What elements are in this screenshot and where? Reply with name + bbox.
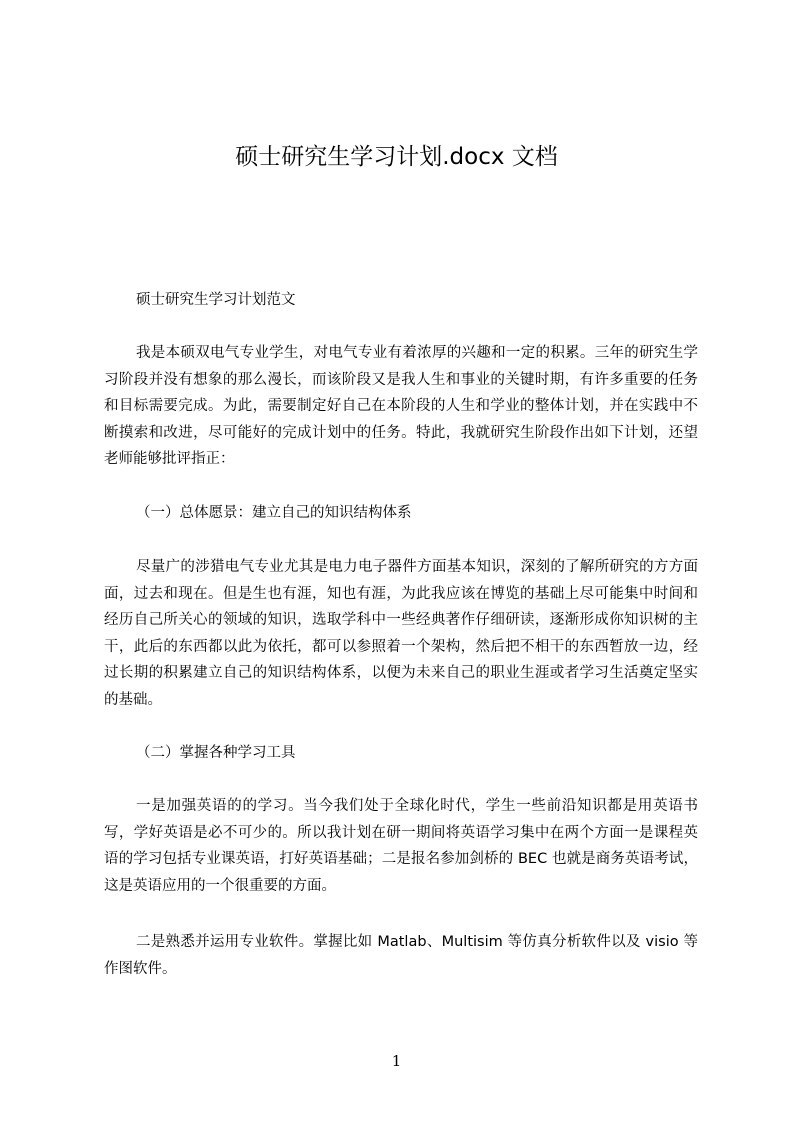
page-number: 1 bbox=[391, 1052, 402, 1070]
section-1-paragraph: 尽量广的涉猎电气专业尤其是电力电子器件方面基本知识，深刻的了解所研究的方方面面，过去和现在。但是生也有涯，知也有涯，为此我应该在博览的基础上尽可能集中时间和经历自己所关心的领域的知识，选取学科中一些经典著作仔细研读，逐渐形成你知识树的主干，此后的东西都以此为依托，都可以参照着一个架构，然后把不相干的东西暂放一边，经过长期的积累建立自己的知识结构体系，以便为未来自己的职业生涯或者学习生活奠定坚实的基础。 bbox=[104, 559, 698, 708]
intro-paragraph: 我是本硕双电气专业学生，对电气专业有着浓厚的兴趣和一定的积累。三年的研究生学习阶段并没有想象的那么漫长，而该阶段又是我人生和事业的关键时期，有许多重要的任务和目标需要完成。为此，需要制定好自己在本阶段的人生和学业的整体计划，并在实践中不断摸索和改进，尽可能好的完成计划中的任务。特此，我就研究生阶段作出如下计划，还望老师能够批评指正： bbox=[104, 345, 698, 467]
section-heading-2: （二）掌握各种学习工具 bbox=[136, 745, 296, 761]
software-study-paragraph: 二是熟悉并运用专业软件。掌握比如 Matlab、Multisim 等仿真分析软件以及 visio 等作图软件。 bbox=[104, 934, 698, 977]
document-subtitle bbox=[104, 287, 698, 314]
section-heading-1: （一）总体愿景：建立自己的知识结构体系 bbox=[136, 505, 412, 521]
subtitle-text: 硕士研究生学习计划范文 bbox=[136, 292, 296, 308]
english-study-paragraph: 一是加强英语的的学习。当今我们处于全球化时代，学生一些前沿知识都是用英语书写，学好英语是必不可少的。所以我计划在研一期间将英语学习集中在两个方面一是课程英语的学习包括专业课英语，打好英语基础；二是报名参加剑桥的 BEC 也就是商务英语考试，这是英语应用的一个很重要的方面。 bbox=[104, 798, 698, 894]
document-title: 硕士研究生学习计划.docx 文档 bbox=[235, 144, 558, 170]
